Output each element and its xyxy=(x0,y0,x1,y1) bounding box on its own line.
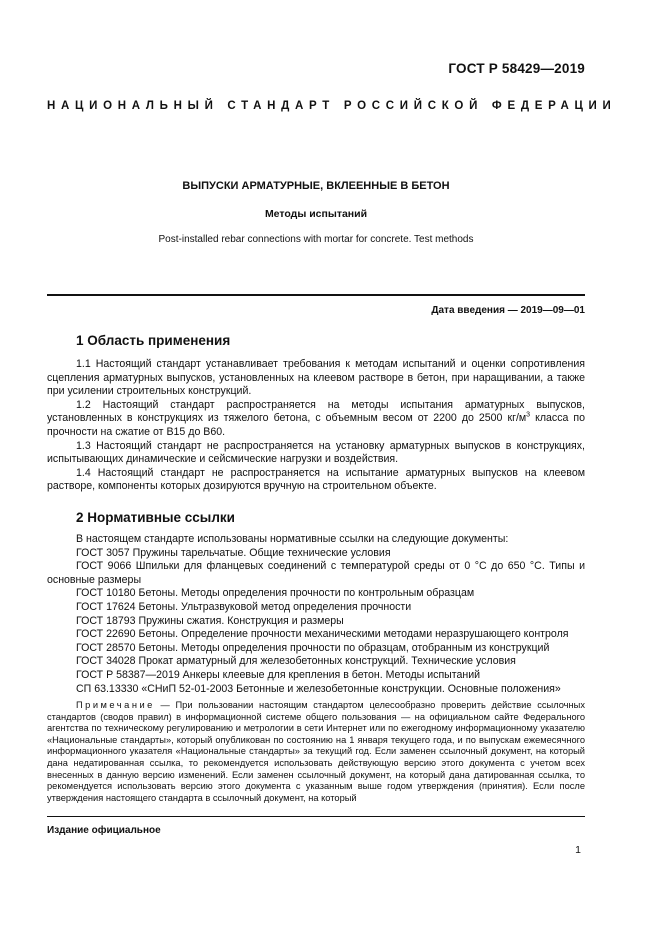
document-subtitle: Методы испытаний xyxy=(264,208,368,220)
reference-item: ГОСТ 22690 Бетоны. Определение прочности механическими методами неразрушающего контроля xyxy=(76,628,569,641)
page-number: 1 xyxy=(575,844,581,856)
reference-item: ГОСТ 3057 Пружины тарельчатые. Общие технические условия xyxy=(76,546,391,559)
paragraph-1-3: 1.3 Настоящий стандарт не распространяется на установку арматурных выпусков в конструкциях, испытывающих динамические и сейсмические нагрузки и воздействия. xyxy=(47,439,585,466)
paragraph-1-1: 1.1 Настоящий стандарт устанавливает требования к методам испытаний и оценки сопротивления сцепления арматурных выпусков, установленных на клеевом растворе в бетон, при наращивании, а также при усилении строительных конструкций. xyxy=(47,358,585,398)
section-2-heading: 2 Нормативные ссылки xyxy=(76,510,235,525)
reference-item: ГОСТ 10180 Бетоны. Методы определения прочности по контрольным образцам xyxy=(76,587,475,600)
reference-item: ГОСТ 17624 Бетоны. Ультразвуковой метод определения прочности xyxy=(76,600,412,613)
edition-label: Издание официальное xyxy=(47,825,161,836)
reference-item: СП 63.13330 «СНиП 52-01-2003 Бетонные и железобетонные конструкции. Основные положения» xyxy=(76,682,561,695)
section-1-body xyxy=(47,358,585,494)
introduction-date: Дата введения — 2019—09—01 xyxy=(431,305,585,316)
reference-item: ГОСТ 28570 Бетоны. Методы определения прочности по образцам, отобранным из конструкций xyxy=(76,641,550,654)
paragraph-1-2: 1.2 Настоящий стандарт распространяется на методы испытания арматурных выпусков, установленных в конструкциях из тяжелого бетона, с объемным весом от 2200 до 2500 $кг/м^3$ класса по прочности на сжатие от B15 до B60. xyxy=(47,398,585,438)
section-1-heading: 1 Область применения xyxy=(76,333,231,348)
footer-divider xyxy=(47,816,585,817)
national-standard-banner: НАЦИОНАЛЬНЫЙ СТАНДАРТ РОССИЙСКОЙ ФЕДЕРАЦИИ xyxy=(47,100,617,112)
references-note xyxy=(47,700,585,804)
paragraph-1-4: 1.4 Настоящий стандарт не распространяется на испытание арматурных выпусков на клеевом растворе, компоненты которых дозируются вручную на строительном объекте. xyxy=(47,466,585,493)
title-divider xyxy=(47,294,585,296)
doc-number: ГОСТ Р 58429—2019 xyxy=(448,61,585,76)
reference-item: ГОСТ Р 58387—2019 Анкеры клеевые для крепления в бетон. Методы испытаний xyxy=(76,668,481,681)
reference-item: ГОСТ 18793 Пружины сжатия. Конструкция и размеры xyxy=(76,614,344,627)
note-label: Примечание xyxy=(76,700,155,710)
reference-item: ГОСТ 9066 Шпильки для фланцевых соединений с температурой среды от 0 °С до 650 °С. Типы и основные размеры xyxy=(47,560,585,586)
references-list xyxy=(47,533,585,696)
references-intro: В настоящем стандарте использованы нормативные ссылки на следующие документы: xyxy=(76,533,509,545)
english-title: Post-installed rebar connections with mortar for concrete. Test methods xyxy=(158,234,474,245)
reference-item: ГОСТ 34028 Прокат арматурный для железобетонных конструкций. Технические условия xyxy=(76,655,516,668)
document-title: ВЫПУСКИ АРМАТУРНЫЕ, ВКЛЕЕННЫЕ В БЕТОН xyxy=(182,180,450,192)
note-text: — При пользовании настоящим стандартом целесообразно проверить действие ссылочных стандартов (сводов правил) в информационной системе общего пользования — на официальном сайте Федерального агентства по техническому регулированию и метрологии в сети Интернет или по ежегодному информационному указателю «Национальные стандарты», который опубликован по состоянию на 1 января текущего года, и по выпускам ежемесячного информационного указателя «Национальные стандарты» за текущий год. Если заменен ссылочный документ, на который дана недатированная ссылка, то рекомендуется использовать действующую версию этого документа с учетом всех внесенных в данную версию изменений. Если заменен ссылочный документ, на который дана датированная ссылка, то рекомендуется использовать версию этого документа с указанным выше годом утверждения (принятия). Если после утверждения настоящего стандарта в ссылочный документ, на который xyxy=(47,700,585,803)
